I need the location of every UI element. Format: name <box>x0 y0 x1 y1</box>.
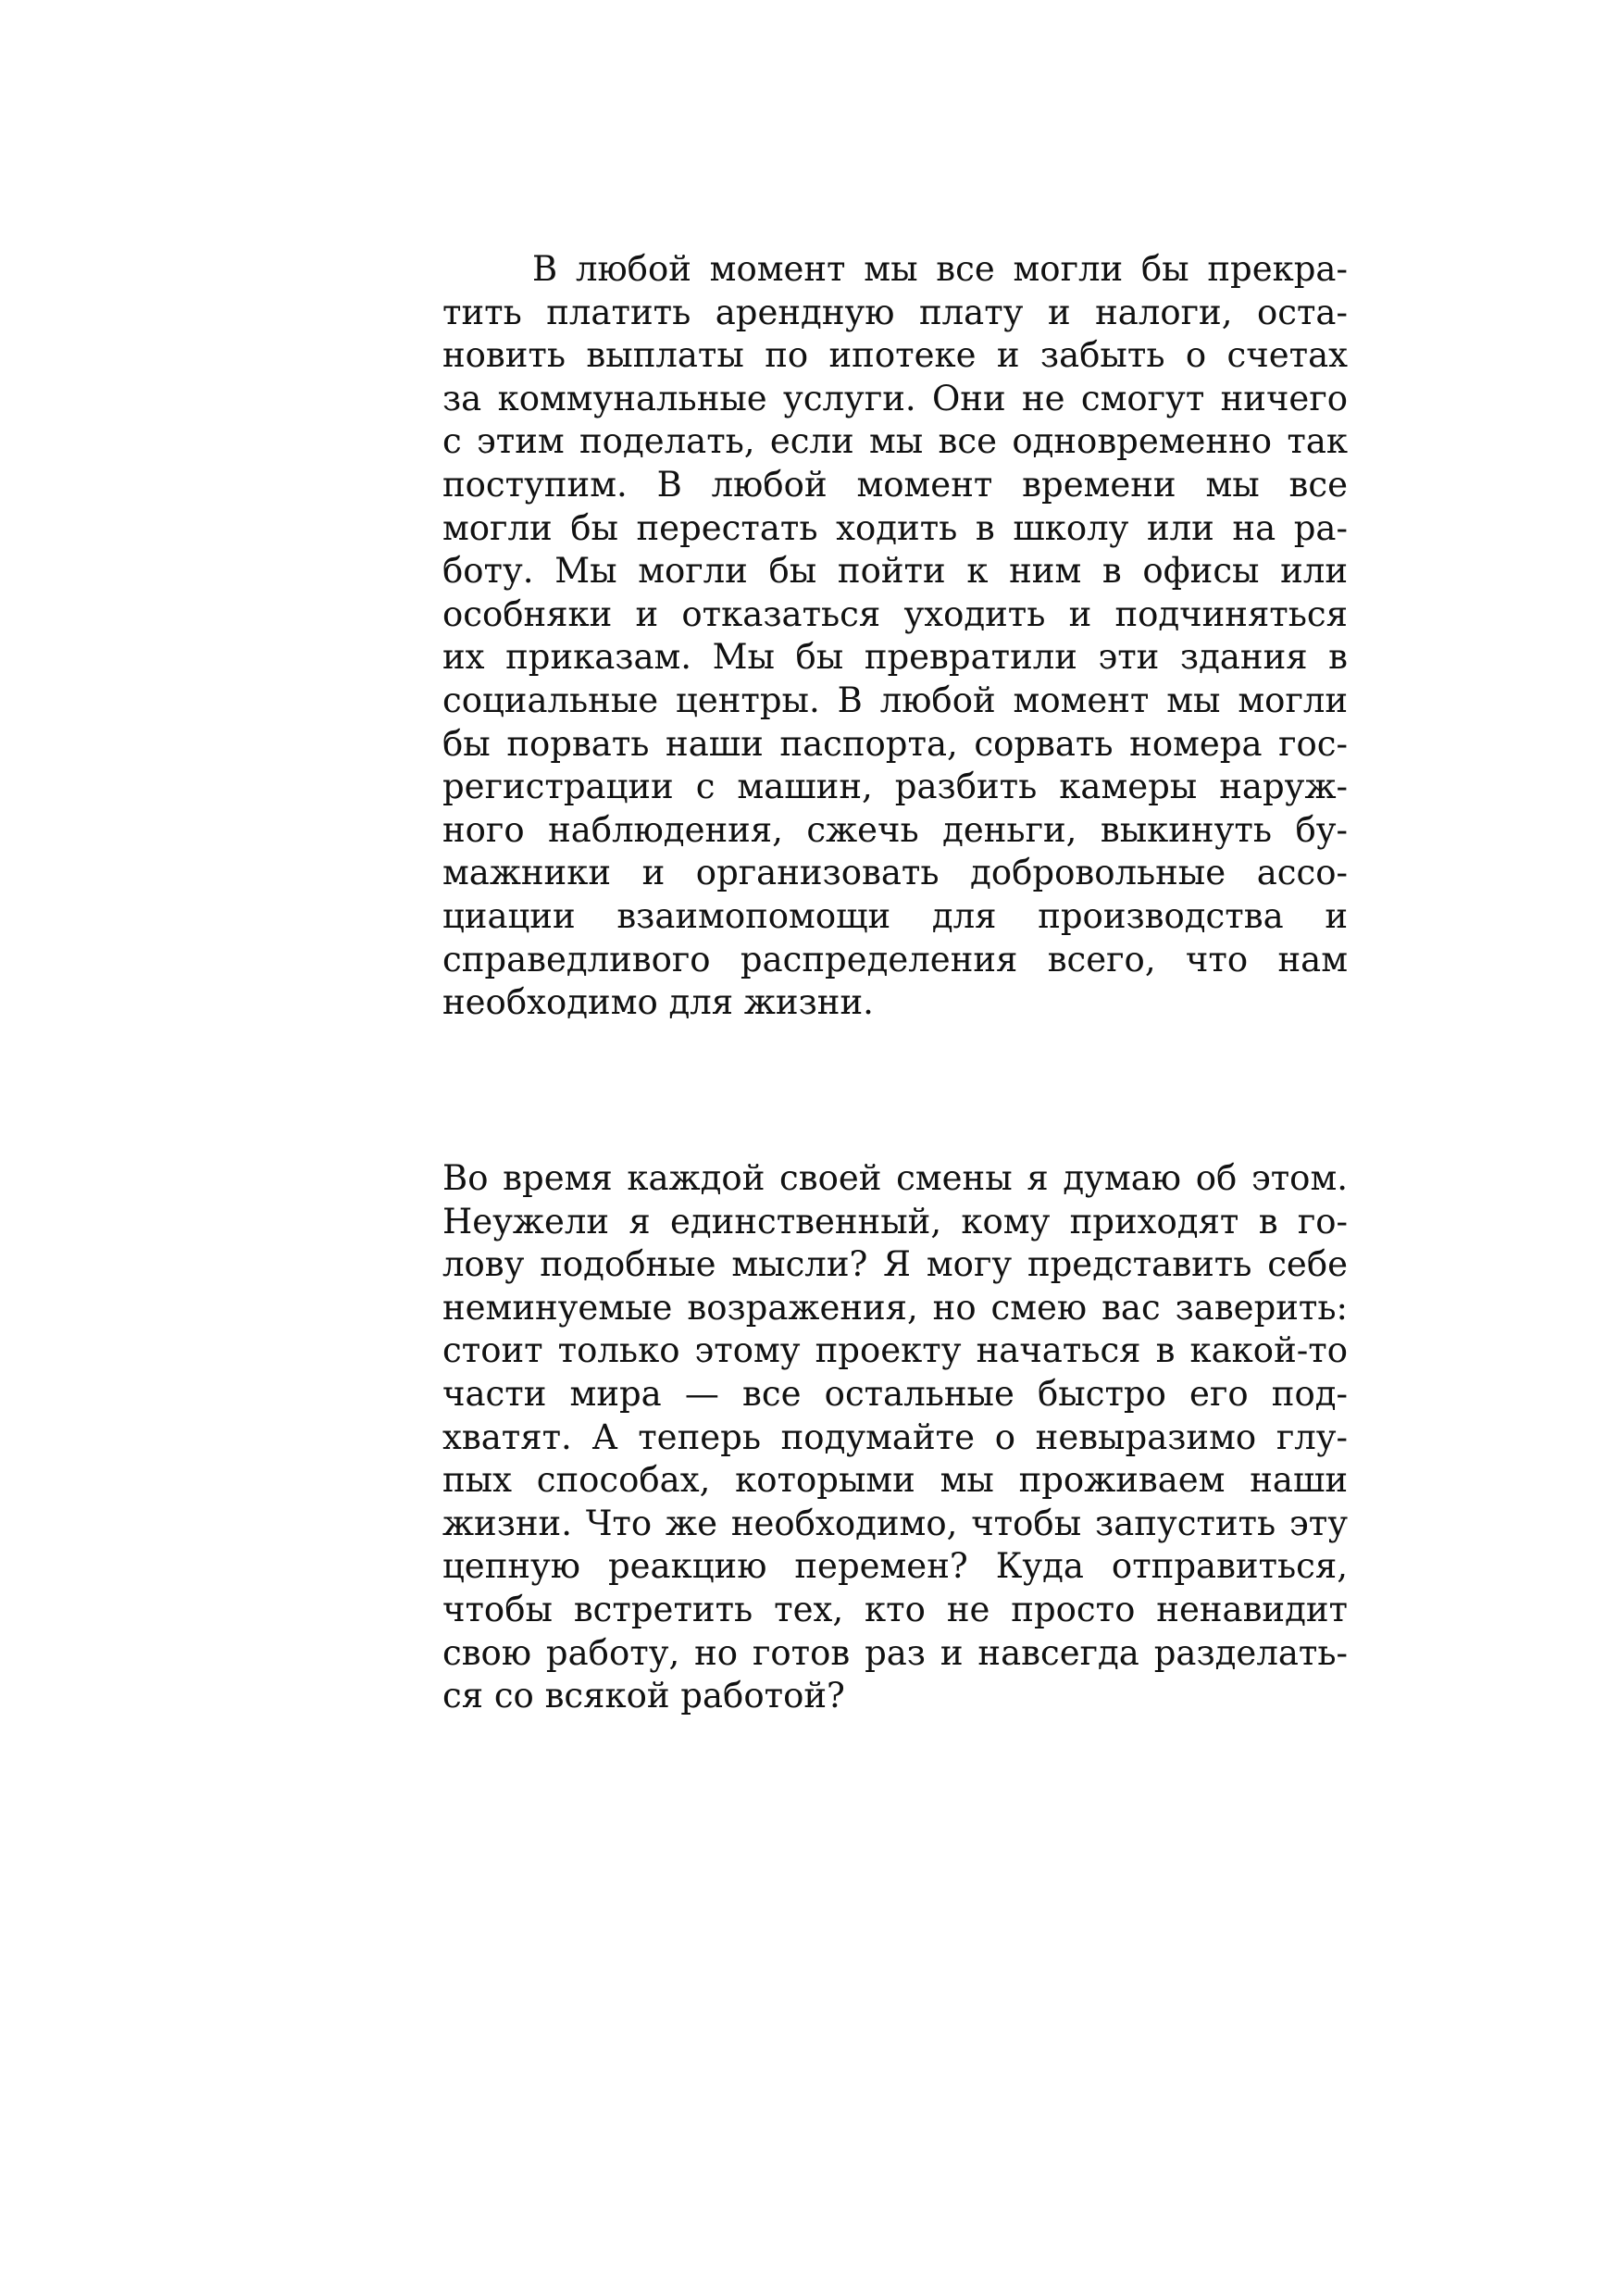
text-line: социальные центры. В любой момент мы могли <box>442 680 1348 720</box>
text-line: хватят. А теперь подумайте о невыразимо глу- <box>442 1416 1348 1457</box>
text-line: их приказам. Мы бы превратили эти здания в <box>442 637 1348 678</box>
text-line: цепную реакцию перемен? Куда отправиться, <box>442 1546 1348 1587</box>
text-line: лову подобные мысли? Я могу представить себе <box>442 1244 1348 1285</box>
paragraph-2 <box>442 1157 1348 1718</box>
text-line: боту. Мы могли бы пойти к ним в офисы или <box>442 551 1348 592</box>
text-line: ся со всякой работой? <box>442 1676 845 1716</box>
text-line: необходимо для жизни. <box>442 982 874 1023</box>
text-line: свою работу, но готов раз и навсегда разделать- <box>442 1632 1348 1673</box>
text-line: чтобы встретить тех, кто не просто ненавидит <box>442 1589 1348 1629</box>
text-line: Во время каждой своей смены я думаю об этом. <box>442 1158 1348 1198</box>
text-line: стоит только этому проекту начаться в какой-то <box>442 1330 1348 1371</box>
text-line: тить платить арендную плату и налоги, оста- <box>442 292 1348 332</box>
text-line: поступим. В любой момент времени мы все <box>442 464 1348 505</box>
text-line: неминуемые возражения, но смею вас заверить: <box>442 1287 1348 1328</box>
text-line: мажники и организовать добровольные ассо- <box>442 853 1348 893</box>
text-line: новить выплаты по ипотеке и забыть о счетах <box>442 335 1348 376</box>
text-line: с этим поделать, если мы все одновременно так <box>442 421 1348 462</box>
text-line: бы порвать наши паспорта, сорвать номера гос- <box>442 723 1348 764</box>
text-line: Неужели я единственный, кому приходят в го- <box>442 1201 1348 1242</box>
paragraph-1 <box>442 248 1348 1025</box>
text-line: В любой момент мы все могли бы прекра- <box>532 249 1348 289</box>
text-line: ного наблюдения, сжечь деньги, выкинуть бу- <box>442 809 1348 850</box>
text-line: особняки и отказаться уходить и подчиняться <box>442 593 1348 634</box>
text-line: части мира — все остальные быстро его под- <box>442 1373 1348 1414</box>
text-line: могли бы перестать ходить в школу или на ра- <box>442 507 1348 548</box>
text-line: пых способах, которыми мы проживаем наши <box>442 1460 1348 1501</box>
text-line: жизни. Что же необходимо, чтобы запустить эту <box>442 1503 1348 1543</box>
text-line: циации взаимопомощи для производства и <box>442 895 1348 936</box>
text-line: за коммунальные услуги. Они не смогут ничего <box>442 378 1348 418</box>
text-line: справедливого распределения всего, что нам <box>442 939 1348 980</box>
text-line: регистрации с машин, разбить камеры наруж- <box>442 767 1348 807</box>
